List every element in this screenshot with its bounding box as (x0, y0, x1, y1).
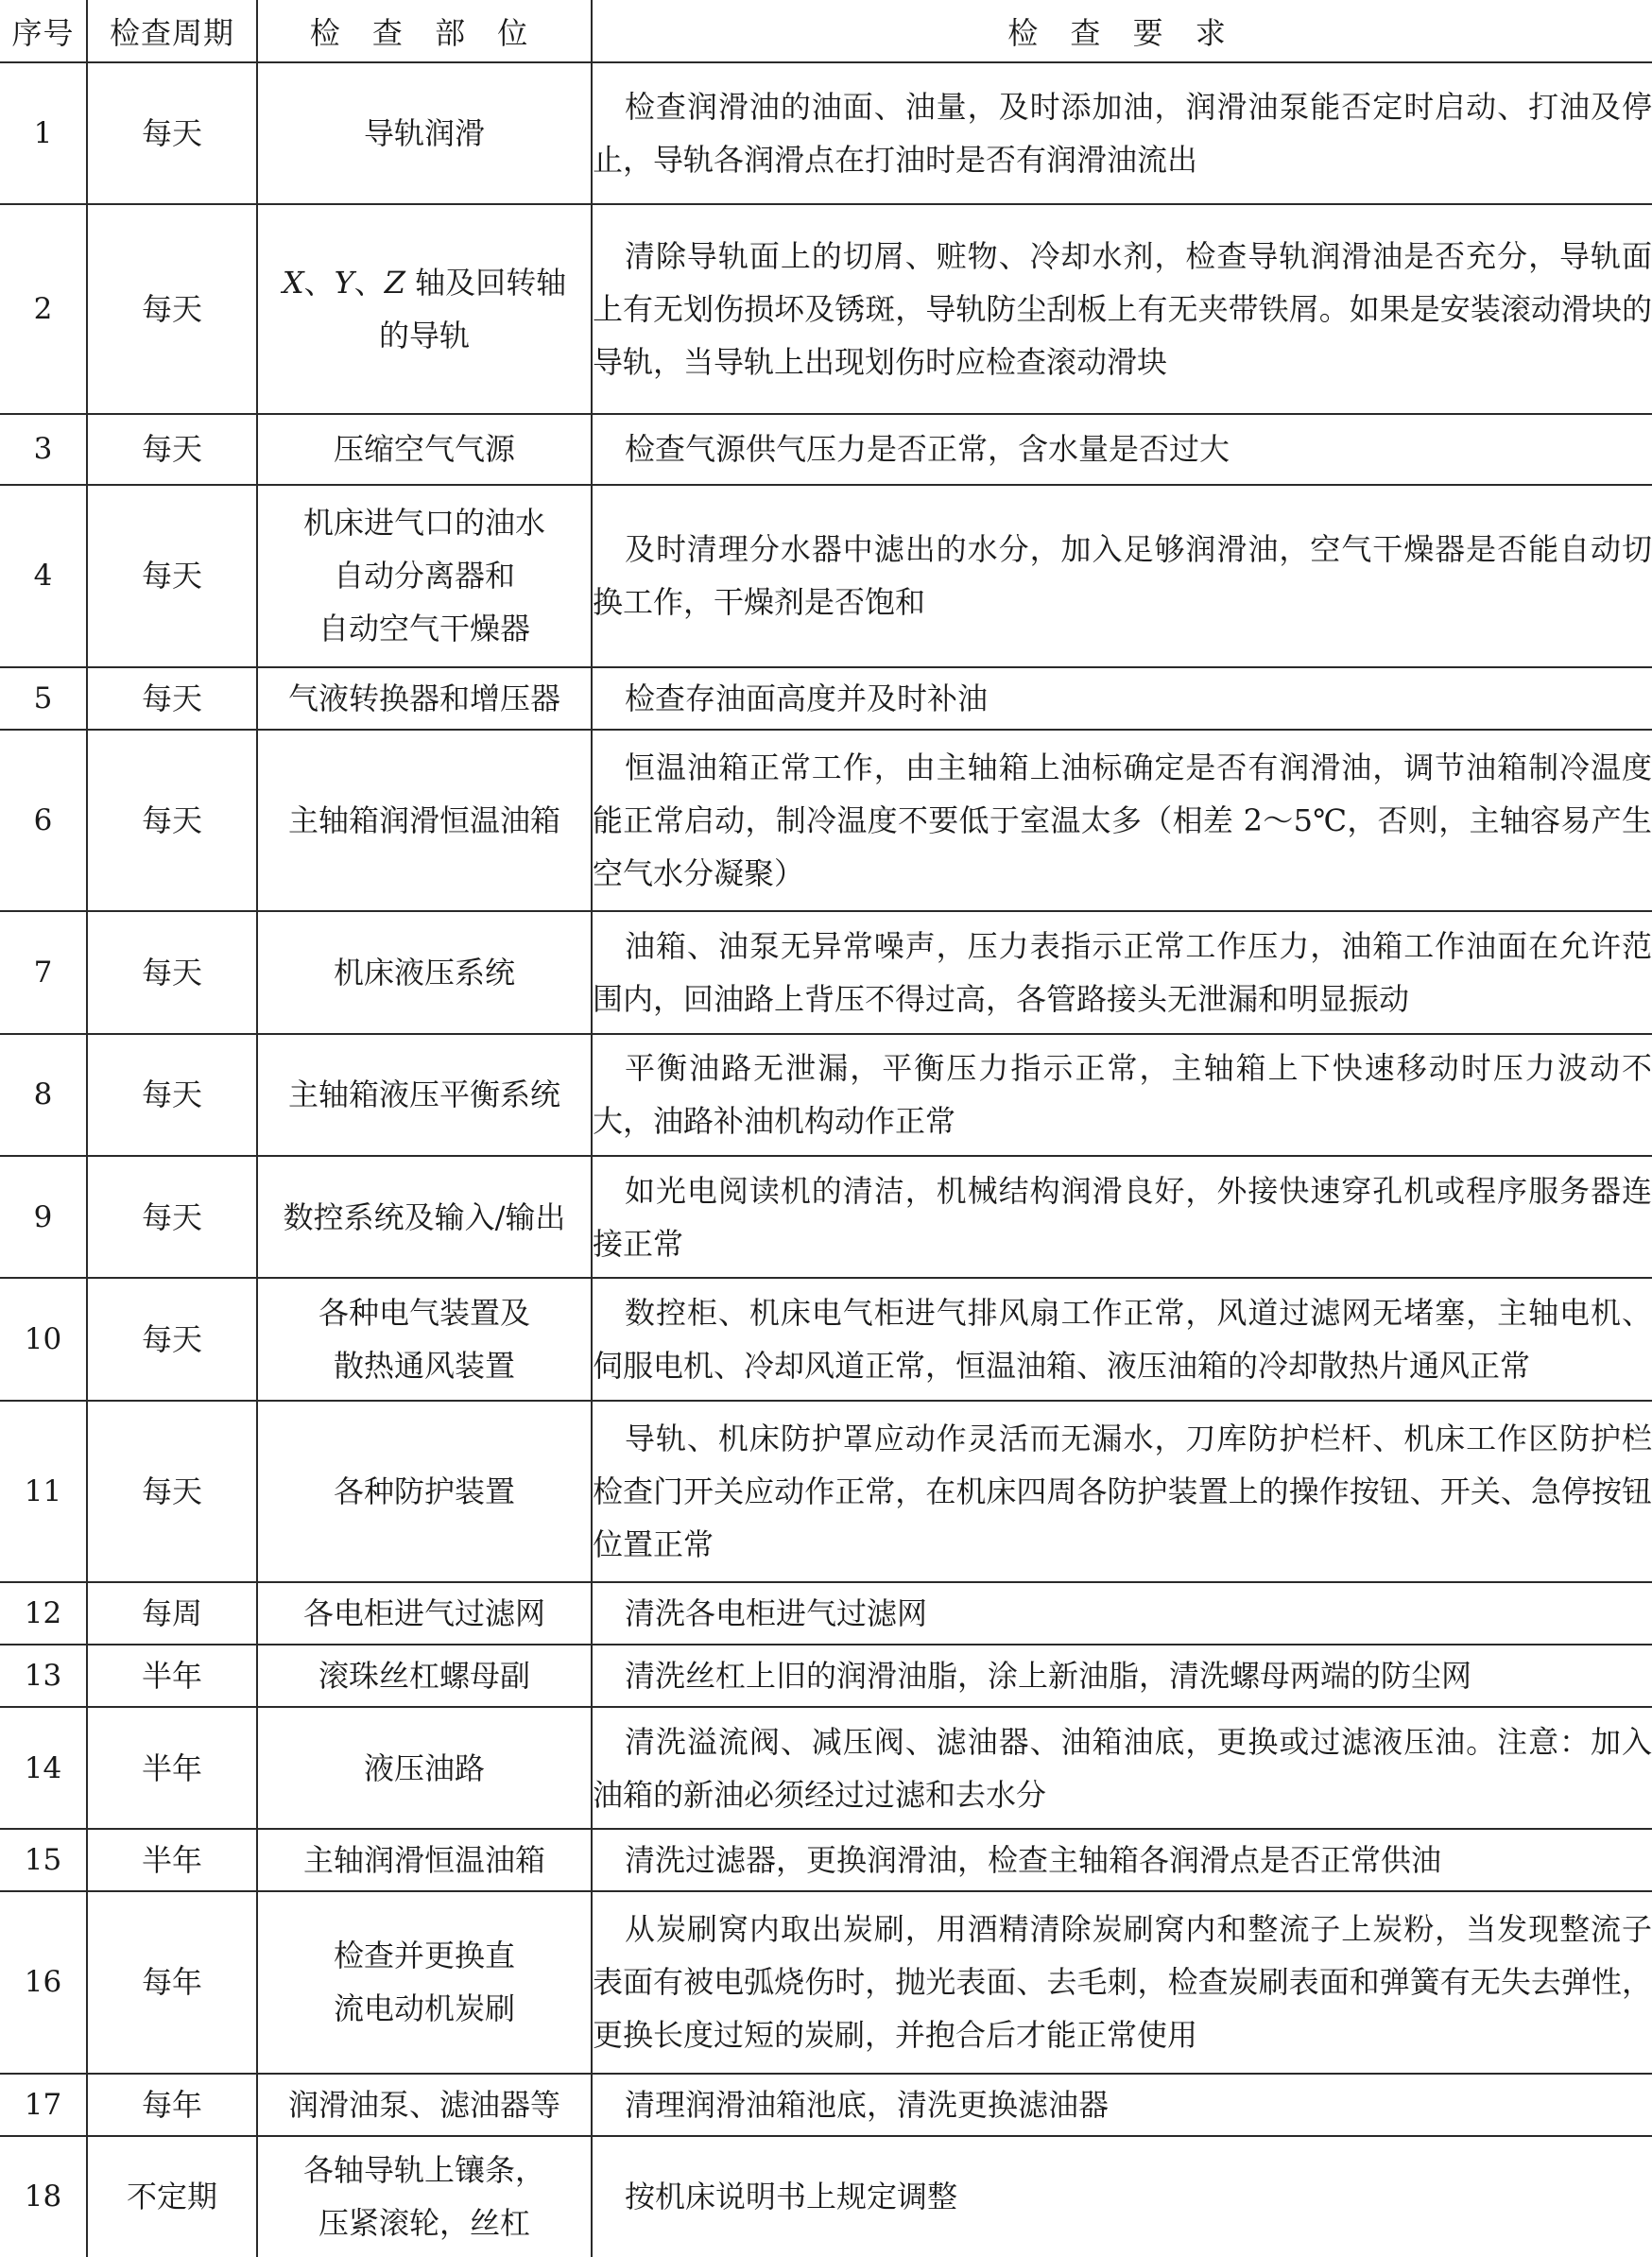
cell-part (257, 1829, 592, 1891)
cell-requirement: 检查存油面高度并及时补油 (592, 667, 1652, 730)
cell-part-line: 主轴润滑恒温油箱 (302, 1842, 545, 1879)
cell-part-line: 机床进气口的油水 (302, 505, 545, 542)
cell-requirement: 导轨、机床防护罩应动作灵活而无漏水，刀库防护栏杆、机床工作区防护栏检查门开关应动作正常，在机床四周各防护装置上的操作按钮、开关、急停按钮位置正常 (592, 1401, 1652, 1583)
table-row (0, 1278, 1652, 1400)
table-row (0, 2136, 1652, 2257)
cell-period: 每天 (87, 1401, 257, 1583)
cell-seq: 3 (0, 414, 87, 485)
table-row (0, 1582, 1652, 1645)
cell-part-line: 各种防护装置 (333, 1473, 515, 1509)
cell-requirement: 清洗丝杠上旧的润滑油脂，涂上新油脂，清洗螺母两端的防尘网 (592, 1645, 1652, 1707)
table-row (0, 1401, 1652, 1583)
table-row (0, 1829, 1652, 1891)
table-row (0, 911, 1652, 1033)
cell-part (257, 911, 592, 1033)
cell-part-line: 主轴箱润滑恒温油箱 (287, 801, 560, 838)
cell-seq: 13 (0, 1645, 87, 1707)
cell-requirement: 清除导轨面上的切屑、赃物、冷却水剂，检查导轨润滑油是否充分，导轨面上有无划伤损坏及锈斑，导轨防尘刮板上有无夹带铁屑。如果是安装滚动滑块的导轨，当导轨上出现划伤时应检查滚动滑块 (592, 204, 1652, 414)
cell-part-line: 机床液压系统 (333, 955, 515, 991)
cell-part-line: 数控系统及输入/输出 (283, 1198, 566, 1235)
cell-part-line: 的导轨 (378, 317, 470, 353)
cell-part-line: 润滑油泵、滤油器等 (287, 2086, 560, 2123)
cell-part (257, 1401, 592, 1583)
cell-period: 不定期 (87, 2136, 257, 2257)
cell-period: 半年 (87, 1645, 257, 1707)
cell-part-line: 流电动机炭刷 (333, 1990, 515, 2027)
cell-part (257, 1156, 592, 1278)
table-row (0, 414, 1652, 485)
cell-part-line: 压缩空气气源 (333, 431, 515, 468)
cell-part (257, 1891, 592, 2074)
cell-part (257, 62, 592, 204)
cell-period: 半年 (87, 1707, 257, 1829)
cell-seq: 14 (0, 1707, 87, 1829)
cell-period: 每年 (87, 2074, 257, 2136)
cell-part (257, 2136, 592, 2257)
cell-seq: 5 (0, 667, 87, 730)
cell-requirement: 恒温油箱正常工作，由主轴箱上油标确定是否有润滑油，调节油箱制冷温度能正常启动，制冷温度不要低于室温太多（相差 2～5℃，否则，主轴容易产生空气水分凝聚） (592, 730, 1652, 912)
cell-seq: 1 (0, 62, 87, 204)
cell-part (257, 1645, 592, 1707)
cell-seq: 7 (0, 911, 87, 1033)
cell-part-line: 检查并更换直 (333, 1938, 515, 1974)
cell-part-line: 压紧滚轮，丝杠 (318, 2205, 530, 2242)
cell-requirement: 清洗溢流阀、减压阀、滤油器、油箱油底，更换或过滤液压油。注意：加入油箱的新油必须经过过滤和去水分 (592, 1707, 1652, 1829)
cell-part-line: 自动分离器和 (333, 558, 515, 594)
cell-part (257, 414, 592, 485)
cell-part (257, 485, 592, 667)
cell-period: 每天 (87, 414, 257, 485)
cell-part-line: 各轴导轨上镶条， (302, 2152, 545, 2189)
cell-requirement: 检查气源供气压力是否正常，含水量是否过大 (592, 414, 1652, 485)
cell-part-line: 各种电气装置及 (318, 1294, 530, 1331)
cell-period: 每天 (87, 1034, 257, 1156)
cell-requirement: 及时清理分水器中滤出的水分，加入足够润滑油，空气干燥器是否能自动切换工作，干燥剂是否饱和 (592, 485, 1652, 667)
cell-part-line: 主轴箱液压平衡系统 (287, 1077, 560, 1113)
cell-part-line: 导轨润滑 (363, 114, 485, 151)
cell-part-line: 自动空气干燥器 (318, 611, 530, 647)
cell-seq: 8 (0, 1034, 87, 1156)
cell-period: 每天 (87, 911, 257, 1033)
table-row (0, 2074, 1652, 2136)
cell-period: 每天 (87, 62, 257, 204)
cell-part (257, 1707, 592, 1829)
table-row (0, 1891, 1652, 2074)
cell-requirement: 如光电阅读机的清洁，机械结构润滑良好，外接快速穿孔机或程序服务器连接正常 (592, 1156, 1652, 1278)
cell-part (257, 1582, 592, 1645)
header-seq: 序号 (0, 0, 87, 62)
cell-seq: 4 (0, 485, 87, 667)
cell-seq: 18 (0, 2136, 87, 2257)
cell-period: 每天 (87, 204, 257, 414)
cell-part-line: 液压油路 (363, 1749, 485, 1786)
cell-requirement: 油箱、油泵无异常噪声，压力表指示正常工作压力，油箱工作油面在允许范围内，回油路上背压不得过高，各管路接头无泄漏和明显振动 (592, 911, 1652, 1033)
cell-period: 每周 (87, 1582, 257, 1645)
cell-part-line: X、Y、Z 轴及回转轴 (282, 264, 567, 301)
cell-part (257, 1034, 592, 1156)
cell-part (257, 1278, 592, 1400)
cell-seq: 16 (0, 1891, 87, 2074)
cell-period: 每天 (87, 485, 257, 667)
cell-seq: 15 (0, 1829, 87, 1891)
cell-requirement: 数控柜、机床电气柜进气排风扇工作正常，风道过滤网无堵塞，主轴电机、伺服电机、冷却风道正常，恒温油箱、液压油箱的冷却散热片通风正常 (592, 1278, 1652, 1400)
table-row (0, 204, 1652, 414)
cell-part-line: 各电柜进气过滤网 (302, 1595, 545, 1632)
table-row (0, 667, 1652, 730)
cell-seq: 11 (0, 1401, 87, 1583)
cell-requirement: 清洗过滤器，更换润滑油，检查主轴箱各润滑点是否正常供油 (592, 1829, 1652, 1891)
cell-part (257, 2074, 592, 2136)
cell-part (257, 204, 592, 414)
cell-part (257, 730, 592, 912)
cell-period: 半年 (87, 1829, 257, 1891)
header-period: 检查周期 (87, 0, 257, 62)
header-part: 检 查 部 位 (257, 0, 592, 62)
cell-seq: 9 (0, 1156, 87, 1278)
header-requirement: 检 查 要 求 (592, 0, 1652, 62)
cell-part-line: 散热通风装置 (333, 1347, 515, 1384)
table-row (0, 1034, 1652, 1156)
cell-part-line: 滚珠丝杠螺母副 (318, 1658, 530, 1695)
cell-part-line: 气液转换器和增压器 (287, 680, 560, 716)
cell-seq: 10 (0, 1278, 87, 1400)
cell-part (257, 667, 592, 730)
cell-period: 每天 (87, 1278, 257, 1400)
cell-period: 每天 (87, 667, 257, 730)
table-row (0, 1707, 1652, 1829)
cell-period: 每天 (87, 1156, 257, 1278)
cell-seq: 17 (0, 2074, 87, 2136)
cell-period: 每年 (87, 1891, 257, 2074)
cell-requirement: 清理润滑油箱池底，清洗更换滤油器 (592, 2074, 1652, 2136)
cell-seq: 6 (0, 730, 87, 912)
cell-requirement: 检查润滑油的油面、油量，及时添加油，润滑油泵能否定时启动、打油及停止，导轨各润滑点在打油时是否有润滑油流出 (592, 62, 1652, 204)
table-row (0, 1156, 1652, 1278)
table-row (0, 1645, 1652, 1707)
table-row (0, 62, 1652, 204)
cell-seq: 12 (0, 1582, 87, 1645)
cell-requirement: 清洗各电柜进气过滤网 (592, 1582, 1652, 1645)
cell-period: 每天 (87, 730, 257, 912)
cell-seq: 2 (0, 204, 87, 414)
header-row (0, 0, 1652, 62)
cell-requirement: 从炭刷窝内取出炭刷，用酒精清除炭刷窝内和整流子上炭粉，当发现整流子表面有被电弧烧伤时，抛光表面、去毛刺，检查炭刷表面和弹簧有无失去弹性，更换长度过短的炭刷，并抱合后才能正常使用 (592, 1891, 1652, 2074)
cell-requirement: 按机床说明书上规定调整 (592, 2136, 1652, 2257)
cell-requirement: 平衡油路无泄漏，平衡压力指示正常，主轴箱上下快速移动时压力波动不大，油路补油机构动作正常 (592, 1034, 1652, 1156)
table-row (0, 485, 1652, 667)
table-row (0, 730, 1652, 912)
